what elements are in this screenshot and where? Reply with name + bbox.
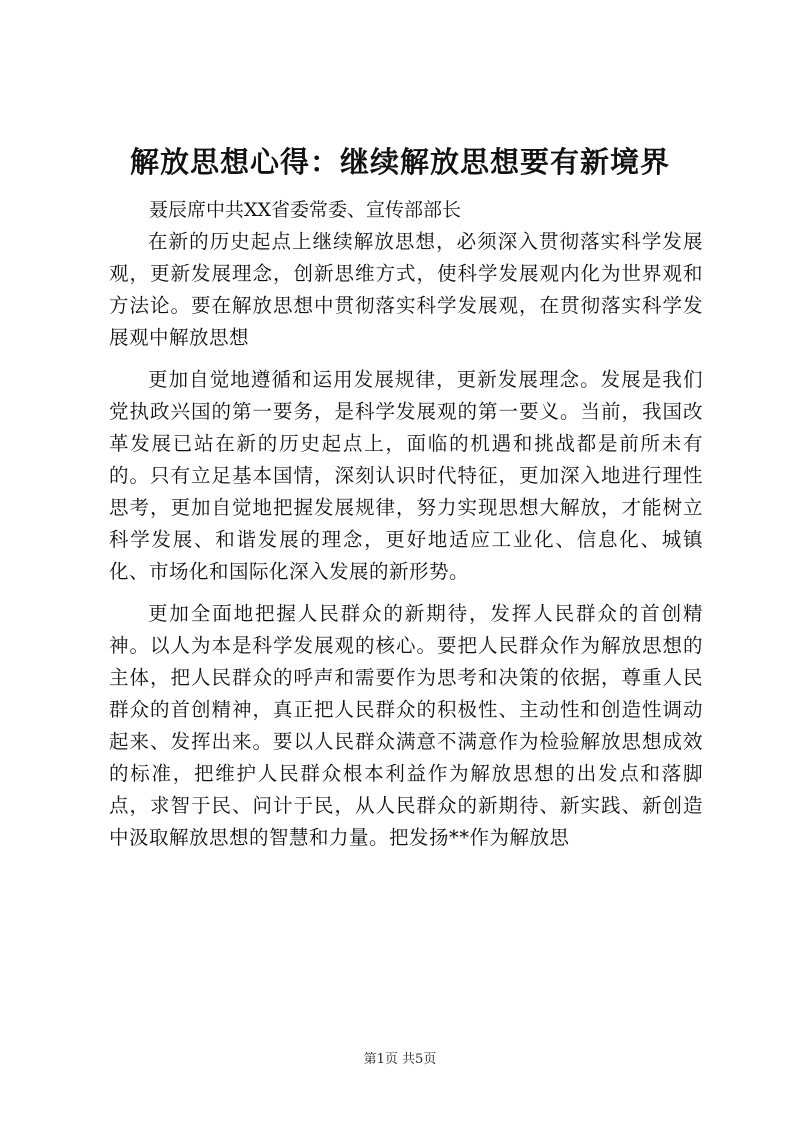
document-title: 解放思想心得：继续解放思想要有新境界 — [129, 145, 670, 179]
page-footer: 第1页 共5页 — [363, 1052, 437, 1067]
paragraph: 在新的历史起点上继续解放思想，必须深入贯彻落实科学发展观，更新发展理念，创新思维方式，使科学发展观内化为世界观和方法论。要在解放思想中贯彻落实科学发展观，在贯彻落实科学发展观中解放思想 — [109, 230, 703, 349]
paragraph: 更加自觉地遵循和运用发展规律，更新发展理念。发展是我们党执政兴国的第一要务，是科学发展观的第一要义。当前，我国改革发展已站在新的历史起点上，面临的机遇和挑战都是前所未有的。只有立足基本国情，深刻认识时代特征，更加深入地进行理性思考，更加自觉地把握发展规律，努力实现思想大解放，才能树立科学发展、和谐发展的理念，更好地适应工业化、信息化、城镇化、市场化和国际化深入发展的新形势。 — [109, 368, 703, 583]
paragraph: 更加全面地把握人民群众的新期待，发挥人民群众的首创精神。以人为本是科学发展观的核心。要把人民群众作为解放思想的主体，把人民群众的呼声和需要作为思考和决策的依据，尊重人民群众的首创精神，真正把人民群众的积极性、主动性和创造性调动起来、发挥出来。要以人民群众满意不满意作为检验解放思想成效的标准，把维护人民群众根本利益作为解放思想的出发点和落脚点，求智于民、问计于民，从人民群众的新期待、新实践、新创造中汲取解放思想的智慧和力量。把发扬**作为解放思 — [109, 602, 703, 849]
author-line: 聂辰席中共XX省委常委、宣传部部长 — [149, 199, 462, 221]
document-body — [109, 226, 703, 864]
